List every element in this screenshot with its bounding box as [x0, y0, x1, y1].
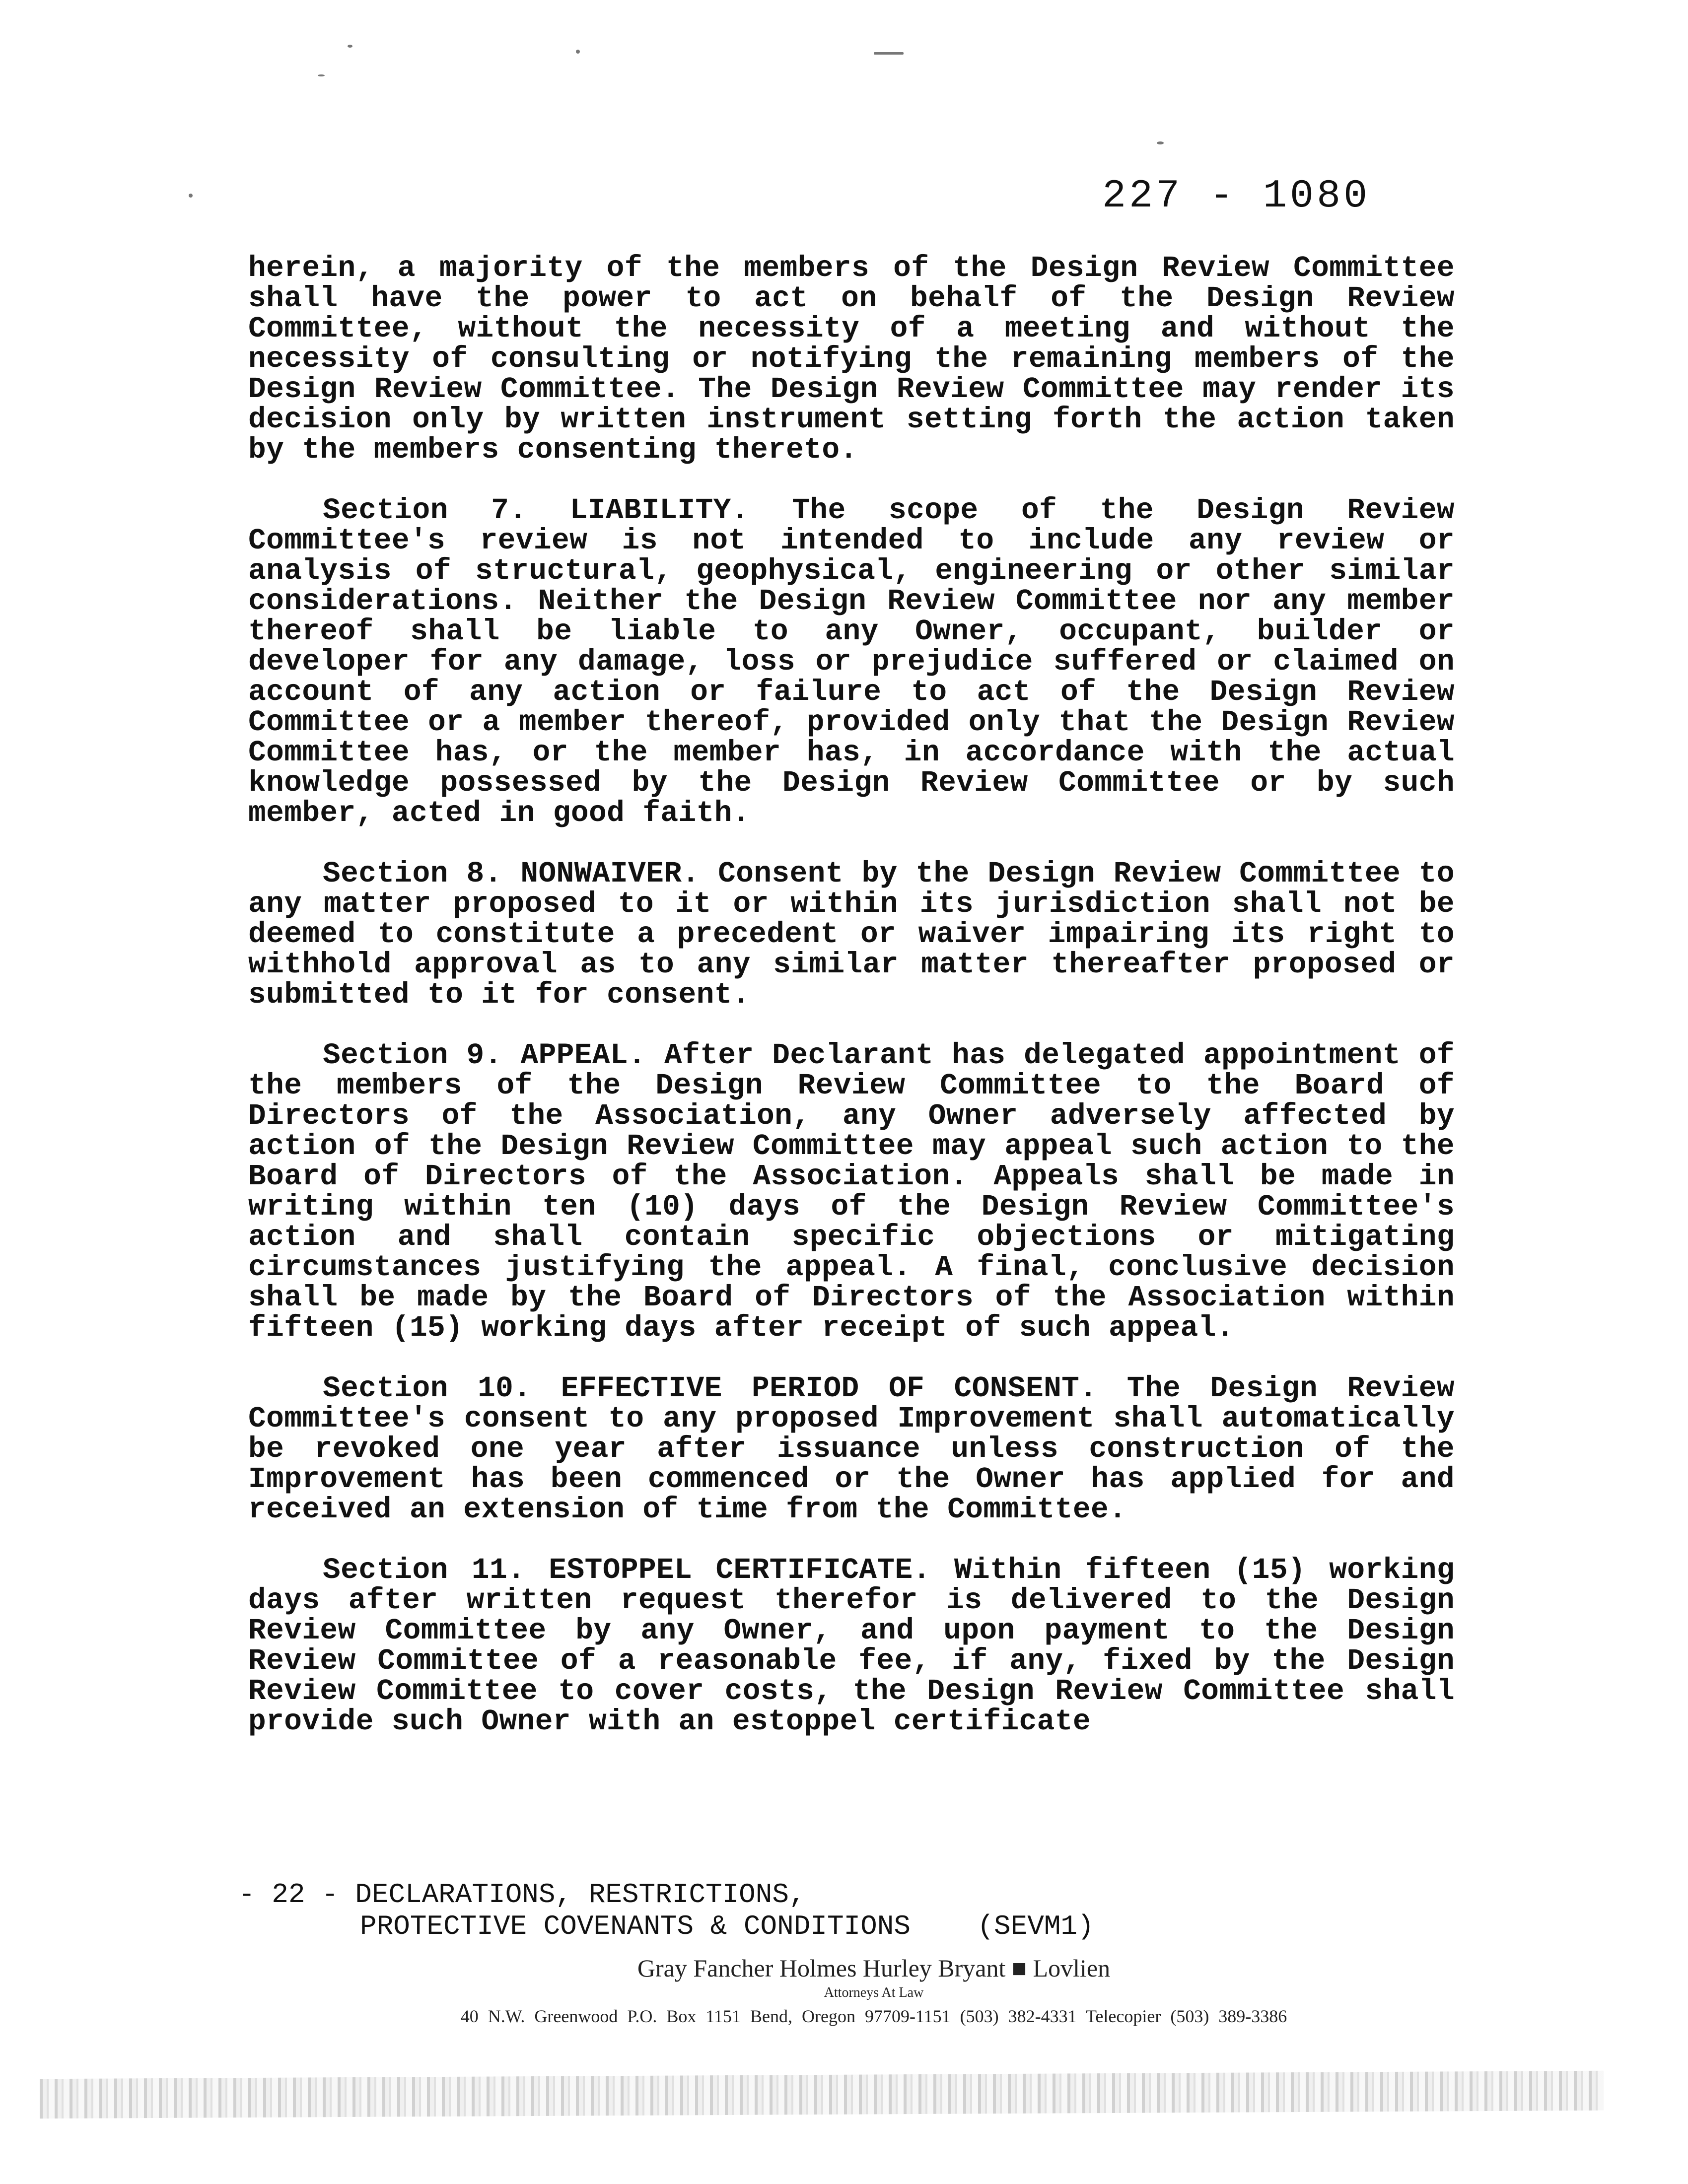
paragraph-section-11 — [248, 1555, 1455, 1737]
paragraph-text: herein, a majority of the members of the Design Review Committee shall have the power to act on behalf of the Design Review Committee, without the necessity of a meeting and without the necessity of consulting or notifying the remaining members of the Design Review Committee. The Design Review Committee may render its decision only by written instrument setting forth the action taken by the members consenting thereto. — [248, 251, 1455, 467]
paragraph-section-10 — [248, 1373, 1455, 1525]
footer-title-line2: PROTECTIVE COVENANTS & CONDITIONS (SEVM1) — [360, 1911, 1094, 1942]
scan-speck — [348, 45, 352, 48]
paragraph-section-7 — [248, 495, 1455, 828]
paragraph-text: Section 9. APPEAL. After Declarant has delegated appointment of the members of the Design Review Committee to the Board of Directors of the Association, any Owner adversely affected by action of the Design Review Committee may appeal such action to the Board of Directors of the Association. Appeals shall be made in writing within ten (10) days of the Design Review Committee's action and shall contain specific objections or mitigating circumstances justifying the appeal. A final, conclusive decision shall be made by the Board of Directors of the Association within fifteen (15) working days after receipt of such appeal. — [248, 1038, 1455, 1345]
firm-subtitle: Attorneys At Law — [824, 1985, 924, 2000]
firm-name: Gray Fancher Holmes Hurley Bryant ■ Lovlien — [637, 1954, 1111, 1982]
scan-speck — [189, 194, 193, 198]
footer-document-title — [238, 1879, 1094, 1942]
law-firm-letterhead — [0, 1953, 1688, 2030]
footer-page-label: - 22 - DECLARATIONS, RESTRICTIONS, — [238, 1879, 806, 1911]
page-number: 227 - 1080 — [1102, 174, 1371, 219]
scan-speck — [318, 74, 325, 76]
scan-artifact-strip — [40, 2071, 1604, 2118]
paragraph-text: Section 7. LIABILITY. The scope of the Design Review Committee's review is not intended to include any review or analysis of structural, geophysical, engineering or other similar considerations. Neither the Design Review Committee nor any member thereof shall be liable to any Owner, occupant, builder or developer for any damage, loss or prejudice suffered or claimed on account of any action or failure to act of the Design Review Committee or a member thereof, provided only that the Design Review Committee has, or the member has, in accordance with the actual knowledge possessed by the Design Review Committee or by such member, acted in good faith. — [248, 493, 1455, 830]
paragraph-text: Section 10. EFFECTIVE PERIOD OF CONSENT. The Design Review Committee's consent to any proposed Improvement shall automatically be revoked one year after issuance unless construction of the Improvement has been commenced or the Owner has applied for and received an extension of time from the Committee. — [248, 1371, 1455, 1526]
document-body — [248, 253, 1455, 1767]
paragraph-section-8 — [248, 859, 1455, 1010]
paragraph-continuation — [248, 253, 1455, 465]
paragraph-text: Section 11. ESTOPPEL CERTIFICATE. Within fifteen (15) working days after written request therefor is delivered to the Design Review Committee by any Owner, and upon payment to the Design Review Committee of a reasonable fee, if any, fixed by the Design Review Committee to cover costs, the Design Review Committee shall provide such Owner with an estoppel certificate — [248, 1553, 1455, 1738]
scan-speck — [576, 50, 580, 54]
scan-speck — [1157, 141, 1164, 144]
scan-speck — [874, 52, 904, 55]
firm-address: 40 N.W. Greenwood P.O. Box 1151 Bend, Oregon 97709-1151 (503) 382-4331 Telecopier (503) 389-3386 — [460, 2006, 1287, 2026]
paragraph-section-9 — [248, 1040, 1455, 1343]
paragraph-text: Section 8. NONWAIVER. Consent by the Design Review Committee to any matter proposed to it or within its jurisdiction shall not be deemed to constitute a precedent or waiver impairing its right to withhold approval as to any similar matter thereafter proposed or submitted to it for consent. — [248, 857, 1455, 1012]
